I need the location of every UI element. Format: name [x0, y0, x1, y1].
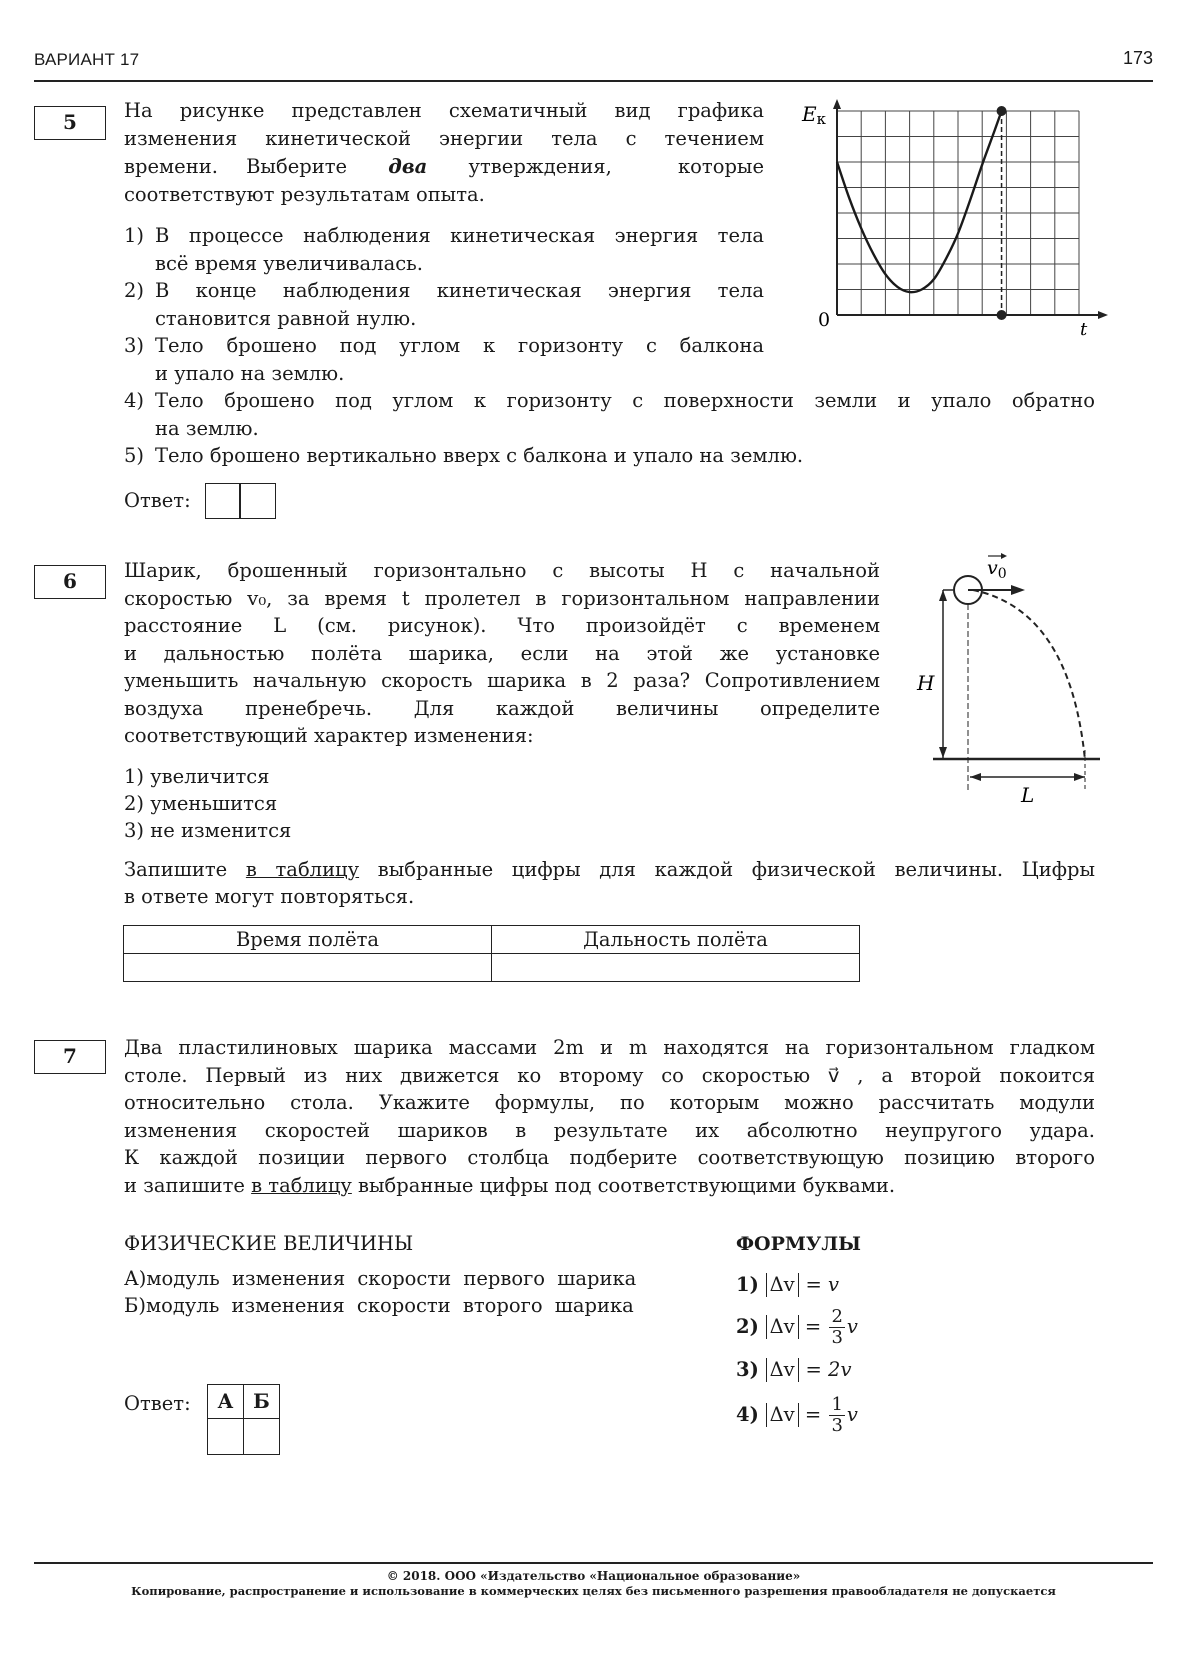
- q7-answer-table: [207, 1384, 280, 1455]
- formula-number: 1): [736, 1273, 759, 1296]
- option-text: В процессе наблюдения кинетическая энергия тела: [155, 224, 764, 247]
- instruction-underlined: в таблицу: [251, 1174, 352, 1197]
- q6-text-line: и дальностью полёта шарика, если на этой же установке: [124, 642, 880, 665]
- q6-instruction-line2: в ответе могут повторяться.: [124, 885, 415, 908]
- quantity-letter: А): [124, 1267, 147, 1290]
- formula-fraction: $\frac{1}{3}$: [831, 1393, 843, 1436]
- formula-number: 4): [736, 1403, 759, 1426]
- variant-title: ВАРИАНТ 17: [34, 50, 140, 69]
- q7-text-line: столе. Первый из них движется ко второму со скоростью v⃗ , а второй покоится: [124, 1064, 1095, 1087]
- quantity-letter: Б): [124, 1294, 146, 1317]
- formulas-header: ФОРМУЛЫ: [736, 1233, 861, 1255]
- q6-option: 2) уменьшится: [124, 792, 278, 815]
- q7-text-line: изменения скоростей шариков в результате их абсолютно неупругого удара.: [124, 1119, 1095, 1142]
- instruction-text: выбранные цифры для каждой физической величины. Цифры: [359, 858, 1096, 881]
- table-header-flight-distance: Дальность полёта: [492, 926, 860, 954]
- option-text: В конце наблюдения кинетическая энергия тела: [155, 279, 764, 302]
- page-number: 173: [1122, 48, 1153, 68]
- quantity-b: [124, 1292, 634, 1320]
- graph-grid: [837, 111, 1079, 315]
- formula-lhs: Δv: [766, 1273, 799, 1297]
- quantity-text: модуль изменения скорости первого шарика: [146, 1267, 637, 1290]
- q5-text-part: времени. Выберите: [124, 155, 348, 178]
- height-arrow-down-icon: [939, 747, 947, 758]
- option-text: и упало на землю.: [155, 362, 345, 385]
- height-label: H: [917, 671, 935, 695]
- answer-cell-flight-time[interactable]: [124, 954, 492, 982]
- q6-answer-table: [123, 925, 860, 982]
- option-text: всё время увеличивалась.: [155, 252, 423, 275]
- distance-label: L: [1021, 783, 1035, 807]
- formula-number: 2): [736, 1315, 759, 1338]
- q5-text-line: На рисунке представлен схематичный вид графика: [124, 99, 764, 122]
- copyright-notice: Копирование, распространение и использование в коммерческих целях без письменного разрешения правообладателя не допускается: [131, 1584, 1056, 1598]
- y-axis-arrow-icon: [833, 99, 841, 109]
- question-number-box: 5: [34, 106, 106, 140]
- copyright-line: © 2018. ООО «Издательство «Национальное образование»: [386, 1569, 801, 1583]
- trajectory-path: [973, 590, 1085, 760]
- q5-text-line: соответствуют результатам опыта.: [124, 183, 485, 206]
- axis-end-point: [997, 310, 1007, 320]
- answer-cell-b[interactable]: [244, 1419, 280, 1455]
- question-number-box: 7: [34, 1040, 106, 1074]
- formula-rhs: v: [828, 1273, 840, 1296]
- distance-arrow-left-icon: [970, 773, 981, 781]
- q6-text-line: Шарик, брошенный горизонтально с высоты H с начальной: [124, 559, 880, 582]
- q6-text-line: уменьшить начальную скорость шарика в 2 раза? Сопротивлением: [124, 669, 880, 692]
- q5-text-line: [124, 153, 764, 181]
- formula-rhs: 2v: [828, 1358, 852, 1381]
- formula-rhs: v: [846, 1403, 858, 1426]
- q7-text-line: [124, 1172, 895, 1200]
- formula-fraction: $\frac{2}{3}$: [831, 1305, 843, 1348]
- q6-text-line: воздуха пренебречь. Для каждой величины определите: [124, 697, 880, 720]
- q5-answer-cell-2[interactable]: [239, 483, 276, 519]
- q6-text-line: соответствующий характер изменения:: [124, 724, 534, 747]
- option-text: Тело брошено под углом к горизонту с балкона: [155, 334, 764, 357]
- quantity-text: модуль изменения скорости второго шарика: [145, 1294, 634, 1317]
- q5-text-part: утверждения, которые: [468, 155, 764, 178]
- question-number-box: 6: [34, 565, 106, 599]
- q6-option: 3) не изменится: [124, 819, 292, 842]
- option-number: 4): [124, 389, 145, 412]
- option-number: 3): [124, 334, 145, 357]
- quantity-a: [124, 1265, 636, 1293]
- footer-divider: [34, 1562, 1153, 1564]
- option-text: Тело брошено под углом к горизонту с поверхности земли и упало обратно: [155, 389, 1095, 412]
- q7-text-line: Два пластилиновых шарика массами 2m и m находятся на горизонтальном гладком: [124, 1036, 1095, 1059]
- q5-text-line: изменения кинетической энергии тела с течением: [124, 127, 764, 150]
- option-number: 2): [124, 279, 145, 302]
- instruction-underlined: в таблицу: [245, 858, 360, 881]
- option-number: 5): [124, 444, 145, 467]
- option-text: на землю.: [155, 417, 259, 440]
- q5-emphasis: два: [388, 155, 428, 178]
- formula-lhs: Δv: [766, 1358, 799, 1382]
- formula-3: 3) Δv = 2v: [736, 1358, 852, 1381]
- option-text: Тело брошено вертикально вверх с балкона и упало на землю.: [155, 444, 804, 467]
- distance-arrow-right-icon: [1074, 773, 1085, 781]
- q5-answer-label: Ответ:: [124, 489, 191, 512]
- answer-header-b: Б: [244, 1385, 280, 1419]
- instruction-text: Запишите: [124, 858, 246, 881]
- formula-2: 2) Δv = $\frac{2}{3}$ v: [736, 1305, 858, 1348]
- q5-answer-cell-1[interactable]: [205, 483, 241, 519]
- q7-text-line: К каждой позиции первого столбца подберите соответствующую позицию второго: [124, 1146, 1095, 1169]
- y-axis-label: Eк: [802, 102, 826, 128]
- q6-instruction: [124, 856, 1095, 884]
- formula-lhs: Δv: [766, 1403, 799, 1427]
- quantities-header: ФИЗИЧЕСКИЕ ВЕЛИЧИНЫ: [124, 1232, 414, 1255]
- curve-end-point: [997, 106, 1007, 116]
- q6-text-line: скоростью v₀, за время t пролетел в горизонтальном направлении: [124, 587, 880, 610]
- option-number: 1): [124, 224, 145, 247]
- answer-cell-flight-distance[interactable]: [492, 954, 860, 982]
- formula-rhs: v: [846, 1315, 858, 1338]
- formula-lhs: Δv: [766, 1315, 799, 1339]
- height-arrow-up-icon: [939, 590, 947, 601]
- answer-cell-a[interactable]: [208, 1419, 244, 1455]
- q7-answer-label: Ответ:: [124, 1392, 191, 1415]
- option-text: становится равной нулю.: [155, 307, 417, 330]
- kinetic-energy-graph: [790, 95, 1120, 345]
- instruction-text: выбранные цифры под соответствующими буквами.: [351, 1174, 896, 1197]
- instruction-text: и запишите: [124, 1174, 252, 1197]
- formula-number: 3): [736, 1358, 759, 1381]
- x-axis-arrow-icon: [1098, 311, 1108, 319]
- q6-option: 1) увеличится: [124, 765, 270, 788]
- vector-arrowhead-icon: [1001, 553, 1007, 559]
- q7-text-line: относительно стола. Укажите формулы, по которым можно рассчитать модули: [124, 1091, 1095, 1114]
- q6-text-line: расстояние L (см. рисунок). Что произойдёт с временем: [124, 614, 880, 637]
- formula-1: 1) Δv = v: [736, 1273, 840, 1296]
- velocity-label: $v_0$: [987, 557, 1007, 582]
- formula-4: 4) Δv = $\frac{1}{3}$ v: [736, 1393, 858, 1436]
- velocity-arrowhead-icon: [1011, 585, 1025, 595]
- projectile-figure: [905, 550, 1105, 810]
- x-axis-label: t: [1080, 319, 1088, 340]
- answer-header-a: А: [208, 1385, 244, 1419]
- origin-label: 0: [818, 309, 831, 331]
- header-divider: [34, 80, 1153, 82]
- table-header-flight-time: Время полёта: [124, 926, 492, 954]
